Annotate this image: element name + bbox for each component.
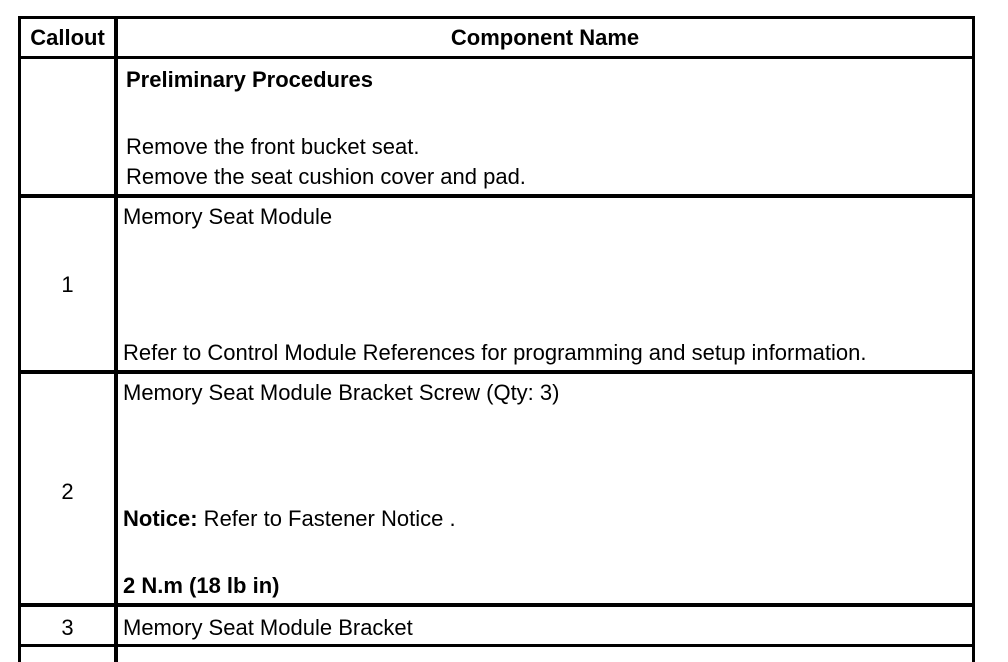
row-separator <box>18 56 975 59</box>
preliminary-heading: Preliminary Procedures <box>126 67 374 92</box>
notice-text: Refer to Fastener Notice . <box>197 506 456 531</box>
column-divider <box>114 16 118 662</box>
callout-number: 1 <box>61 272 74 297</box>
component-name: Memory Seat Module Bracket <box>123 615 413 640</box>
table-border-right <box>972 16 975 662</box>
row-separator <box>18 603 975 607</box>
row-separator <box>18 370 975 374</box>
notice-line <box>123 506 456 532</box>
component-name: Memory Seat Module <box>123 204 333 229</box>
callout-number: 3 <box>61 615 74 640</box>
component-name: Memory Seat Module Bracket Screw (Qty: 3) <box>123 380 560 405</box>
preliminary-step: Remove the front bucket seat. <box>126 134 420 159</box>
torque-spec: 2 N.m (18 lb in) <box>123 573 280 598</box>
row-separator <box>18 194 975 198</box>
callout-number: 2 <box>61 479 74 504</box>
notice-label: Notice: <box>123 506 198 531</box>
table-border-top <box>18 16 975 19</box>
header-component-name: Component Name <box>450 25 640 50</box>
preliminary-step: Remove the seat cushion cover and pad. <box>126 164 526 189</box>
table-border-left <box>18 16 21 662</box>
component-note: Refer to Control Module References for programming and setup information. <box>123 340 867 365</box>
row-separator <box>18 644 975 647</box>
header-callout: Callout <box>30 25 105 50</box>
